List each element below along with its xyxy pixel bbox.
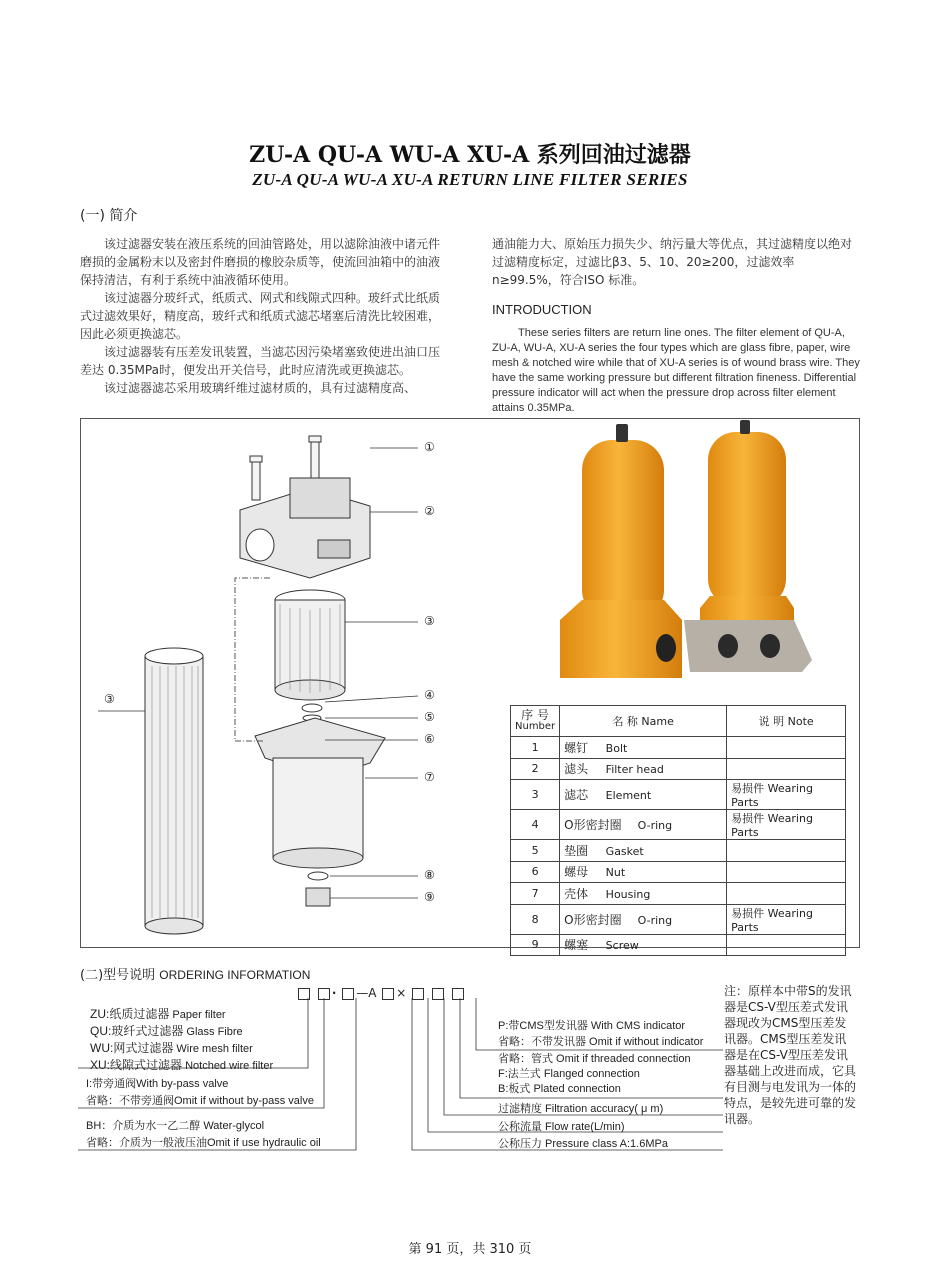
- type-qu-en: Glass Fibre: [186, 1026, 243, 1038]
- intro-en-heading: INTRODUCTION: [492, 302, 592, 317]
- intro-paragraph-2: 该过滤器分玻纤式，纸质式、网式和线隙式四种。玻纤式比纸质式过滤效果好，精度高，玻纤式和纸质式滤芯堵塞后清洗比较困难，因此必须更换滤芯。: [80, 291, 441, 341]
- row-en: Bolt: [605, 741, 628, 755]
- type-wu: WU:网式过滤器: [90, 1041, 174, 1055]
- table-row: [511, 934, 846, 956]
- table-row: [511, 883, 846, 905]
- table-row: [511, 758, 846, 780]
- filter-right-base: [684, 620, 812, 672]
- intro-paragraph-4: 该过滤器滤芯采用玻璃纤维过滤材质的，具有过滤精度高、: [104, 381, 417, 395]
- page-title-en: ZU-A QU-A WU-A XU-A RETURN LINE FILTER SERIES: [252, 170, 688, 189]
- row-en: Nut: [605, 866, 626, 880]
- intro-paragraph-3: 该过滤器装有压差发讯装置，当滤芯因污染堵塞致使进出油口压差达 0.35MPa时，便发出开关信号，此时应清洗或更换滤芯。: [80, 345, 441, 377]
- callout-4: ④: [424, 688, 435, 702]
- row-note: [727, 861, 846, 883]
- bypass-options: [86, 1076, 314, 1110]
- row-cn: 螺塞: [564, 938, 589, 953]
- table-row: [511, 904, 846, 934]
- medium-glycol: BH：介质为水一乙二醇 Water-glycol: [86, 1120, 265, 1132]
- page-title-cn: ZU-A QU-A WU-A XU-A 系列回油过滤器: [249, 142, 691, 168]
- intro-en-paragraph: These series filters are return line ones. The filter element of QU-A, ZU-A, WU-A, XU-A series the four types which are glass fibre, paper, wire mesh & notched wire while that of XU-A series is of wound brass wire. They have the same working pressure but different filtration fineness. Differential pressure indicator will act when the pressure drop across filter element attains 0.35MPa.: [492, 327, 860, 414]
- header-note: 说 明 Note: [727, 706, 846, 737]
- indicator-without: 省略：不带发讯器 Omit if without indicator: [498, 1036, 704, 1048]
- intro-paragraph-1: 该过滤器安装在液压系统的回油管路处，用以滤除油液中诸元件磨损的金属粉末以及密封件磨损的橡胶杂质等，使流回油箱中的油液保持清洁，有利于系统中油液循环使用。: [80, 237, 441, 287]
- type-qu: QU:玻纤式过滤器: [90, 1024, 184, 1038]
- callout-1: ①: [424, 440, 435, 454]
- row-no: 4: [511, 810, 560, 840]
- row-cn: O形密封圈: [564, 818, 622, 832]
- row-en: O-ring: [637, 913, 673, 927]
- bypass-without: 省略：不带旁通阀Omit if without by-pass valve: [86, 1095, 314, 1107]
- callout-9: ⑨: [424, 890, 435, 904]
- row-no: 9: [511, 934, 560, 956]
- code-dot: ·: [331, 986, 337, 1000]
- row-cn: O形密封圈: [564, 912, 622, 927]
- header-name: 名 称 Name: [560, 706, 727, 737]
- row-en: O-ring: [637, 819, 673, 832]
- o-ring-8: [308, 872, 328, 880]
- medium-oil: 省略：介质为一般液压油Omit if use hydraulic oil: [86, 1137, 321, 1149]
- row-no: 7: [511, 883, 560, 905]
- page-number: 第 91 页，共 310 页: [408, 1242, 532, 1257]
- flow-label: 公称流量 Flow rate(L/min): [498, 1121, 625, 1133]
- type-xu: XU:线隙式过滤器: [90, 1058, 183, 1072]
- callout-3-element: ③: [104, 692, 115, 706]
- row-no: 1: [511, 737, 560, 759]
- row-en: Gasket: [605, 844, 644, 858]
- row-en: Screw: [605, 939, 639, 953]
- row-en: Housing: [605, 887, 651, 901]
- intro-en-text: [492, 326, 860, 416]
- callout-7: ⑦: [424, 770, 435, 784]
- row-cn: 壳体: [564, 886, 589, 901]
- header-no-cn: 序 号: [521, 708, 549, 722]
- row-no: 5: [511, 840, 560, 862]
- filter-left-body: [582, 440, 664, 620]
- indicator-block: [290, 478, 350, 518]
- callout-3: ③: [424, 614, 435, 628]
- product-photo: [550, 420, 820, 682]
- table-row: [511, 737, 846, 759]
- pressure-label: 公称压力 Pressure class A:1.6MPa: [498, 1138, 668, 1150]
- housing-body: [273, 758, 363, 858]
- intro-heading: (一) 简介: [80, 208, 138, 224]
- code-a: A: [368, 986, 377, 1000]
- callout-2: ②: [424, 504, 435, 518]
- row-en: Filter head: [605, 763, 664, 777]
- row-note: 易损件 Wearing Parts: [727, 780, 846, 810]
- callout-6: ⑥: [424, 732, 435, 746]
- bolt-1: [252, 460, 260, 500]
- connection-plated: B:板式 Plated connection: [498, 1083, 621, 1095]
- ordering-heading-en: ORDERING INFORMATION: [159, 968, 311, 982]
- callout-8: ⑧: [424, 868, 435, 882]
- code-dash: —: [356, 986, 369, 1000]
- accuracy-label: 过滤精度 Filtration accuracy( μ m): [498, 1103, 664, 1115]
- ordering-heading: [80, 964, 310, 983]
- parts-table-header: [511, 706, 846, 737]
- indicator-with: P:带CMS型发讯器 With CMS indicator: [498, 1020, 686, 1032]
- o-ring-4: [302, 704, 322, 712]
- medium-options: [86, 1118, 321, 1152]
- row-note: [727, 840, 846, 862]
- row-note: [727, 758, 846, 780]
- type-wu-en: Wire mesh filter: [176, 1043, 253, 1055]
- bypass-with: I:带旁通阀With by-pass valve: [86, 1078, 229, 1090]
- header-no-en: Number: [515, 721, 556, 732]
- row-cn: 螺母: [564, 865, 589, 880]
- type-zu-en: Paper filter: [172, 1009, 226, 1021]
- row-note: 易损件 Wearing Parts: [727, 904, 846, 934]
- code-x: ×: [396, 986, 407, 1000]
- callout-5: ⑤: [424, 710, 435, 724]
- row-cn: 螺钉: [564, 740, 589, 755]
- screw-plug-9: [306, 888, 330, 906]
- indicator-options: [498, 1018, 703, 1050]
- connection-threaded: 省略：管式 Omit if threaded connection: [498, 1053, 691, 1065]
- filter-right-body: [708, 432, 786, 607]
- type-list: [90, 1006, 273, 1074]
- table-row: [511, 780, 846, 810]
- type-zu: ZU:纸质过滤器: [90, 1007, 170, 1021]
- intro-cn-left: [80, 235, 450, 397]
- row-no: 6: [511, 861, 560, 883]
- ordering-heading-cn: (二)型号说明: [80, 968, 156, 983]
- connection-flanged: F:法兰式 Flanged connection: [498, 1068, 640, 1080]
- row-note: [727, 934, 846, 956]
- row-note: 易损件 Wearing Parts: [727, 810, 846, 840]
- indicator-note: 注：原样本中带S的发讯器是CS-V型压差式发讯器现改为CMS型压差发讯器。CMS型压差发讯器是在CS-V型压差发讯器基础上改进而成，它具有目测与电发讯为一体的特点，是较先进可靠的发讯器。: [724, 984, 857, 1126]
- exploded-diagram: [80, 418, 500, 948]
- row-note: [727, 883, 846, 905]
- row-no: 2: [511, 758, 560, 780]
- row-cn: 滤头: [564, 762, 589, 777]
- row-no: 8: [511, 904, 560, 934]
- parts-table: [510, 705, 846, 956]
- table-row: [511, 840, 846, 862]
- row-no: 3: [511, 780, 560, 810]
- row-en: Element: [605, 789, 652, 802]
- intro-cn-right: 通油能力大、原始压力损失少、纳污量大等优点，其过滤精度以绝对过滤精度标定，过滤比β3、5、10、20≥200，过滤效率n≥99.5%，符合ISO 标准。: [492, 237, 853, 287]
- standalone-element: [145, 656, 203, 926]
- row-note: [727, 737, 846, 759]
- row-cn: 滤芯: [564, 788, 589, 802]
- table-row: [511, 810, 846, 840]
- type-xu-en: Notched wire filter: [185, 1060, 274, 1072]
- connection-options: [498, 1052, 691, 1097]
- row-cn: 垫圈: [564, 843, 589, 858]
- table-row: [511, 861, 846, 883]
